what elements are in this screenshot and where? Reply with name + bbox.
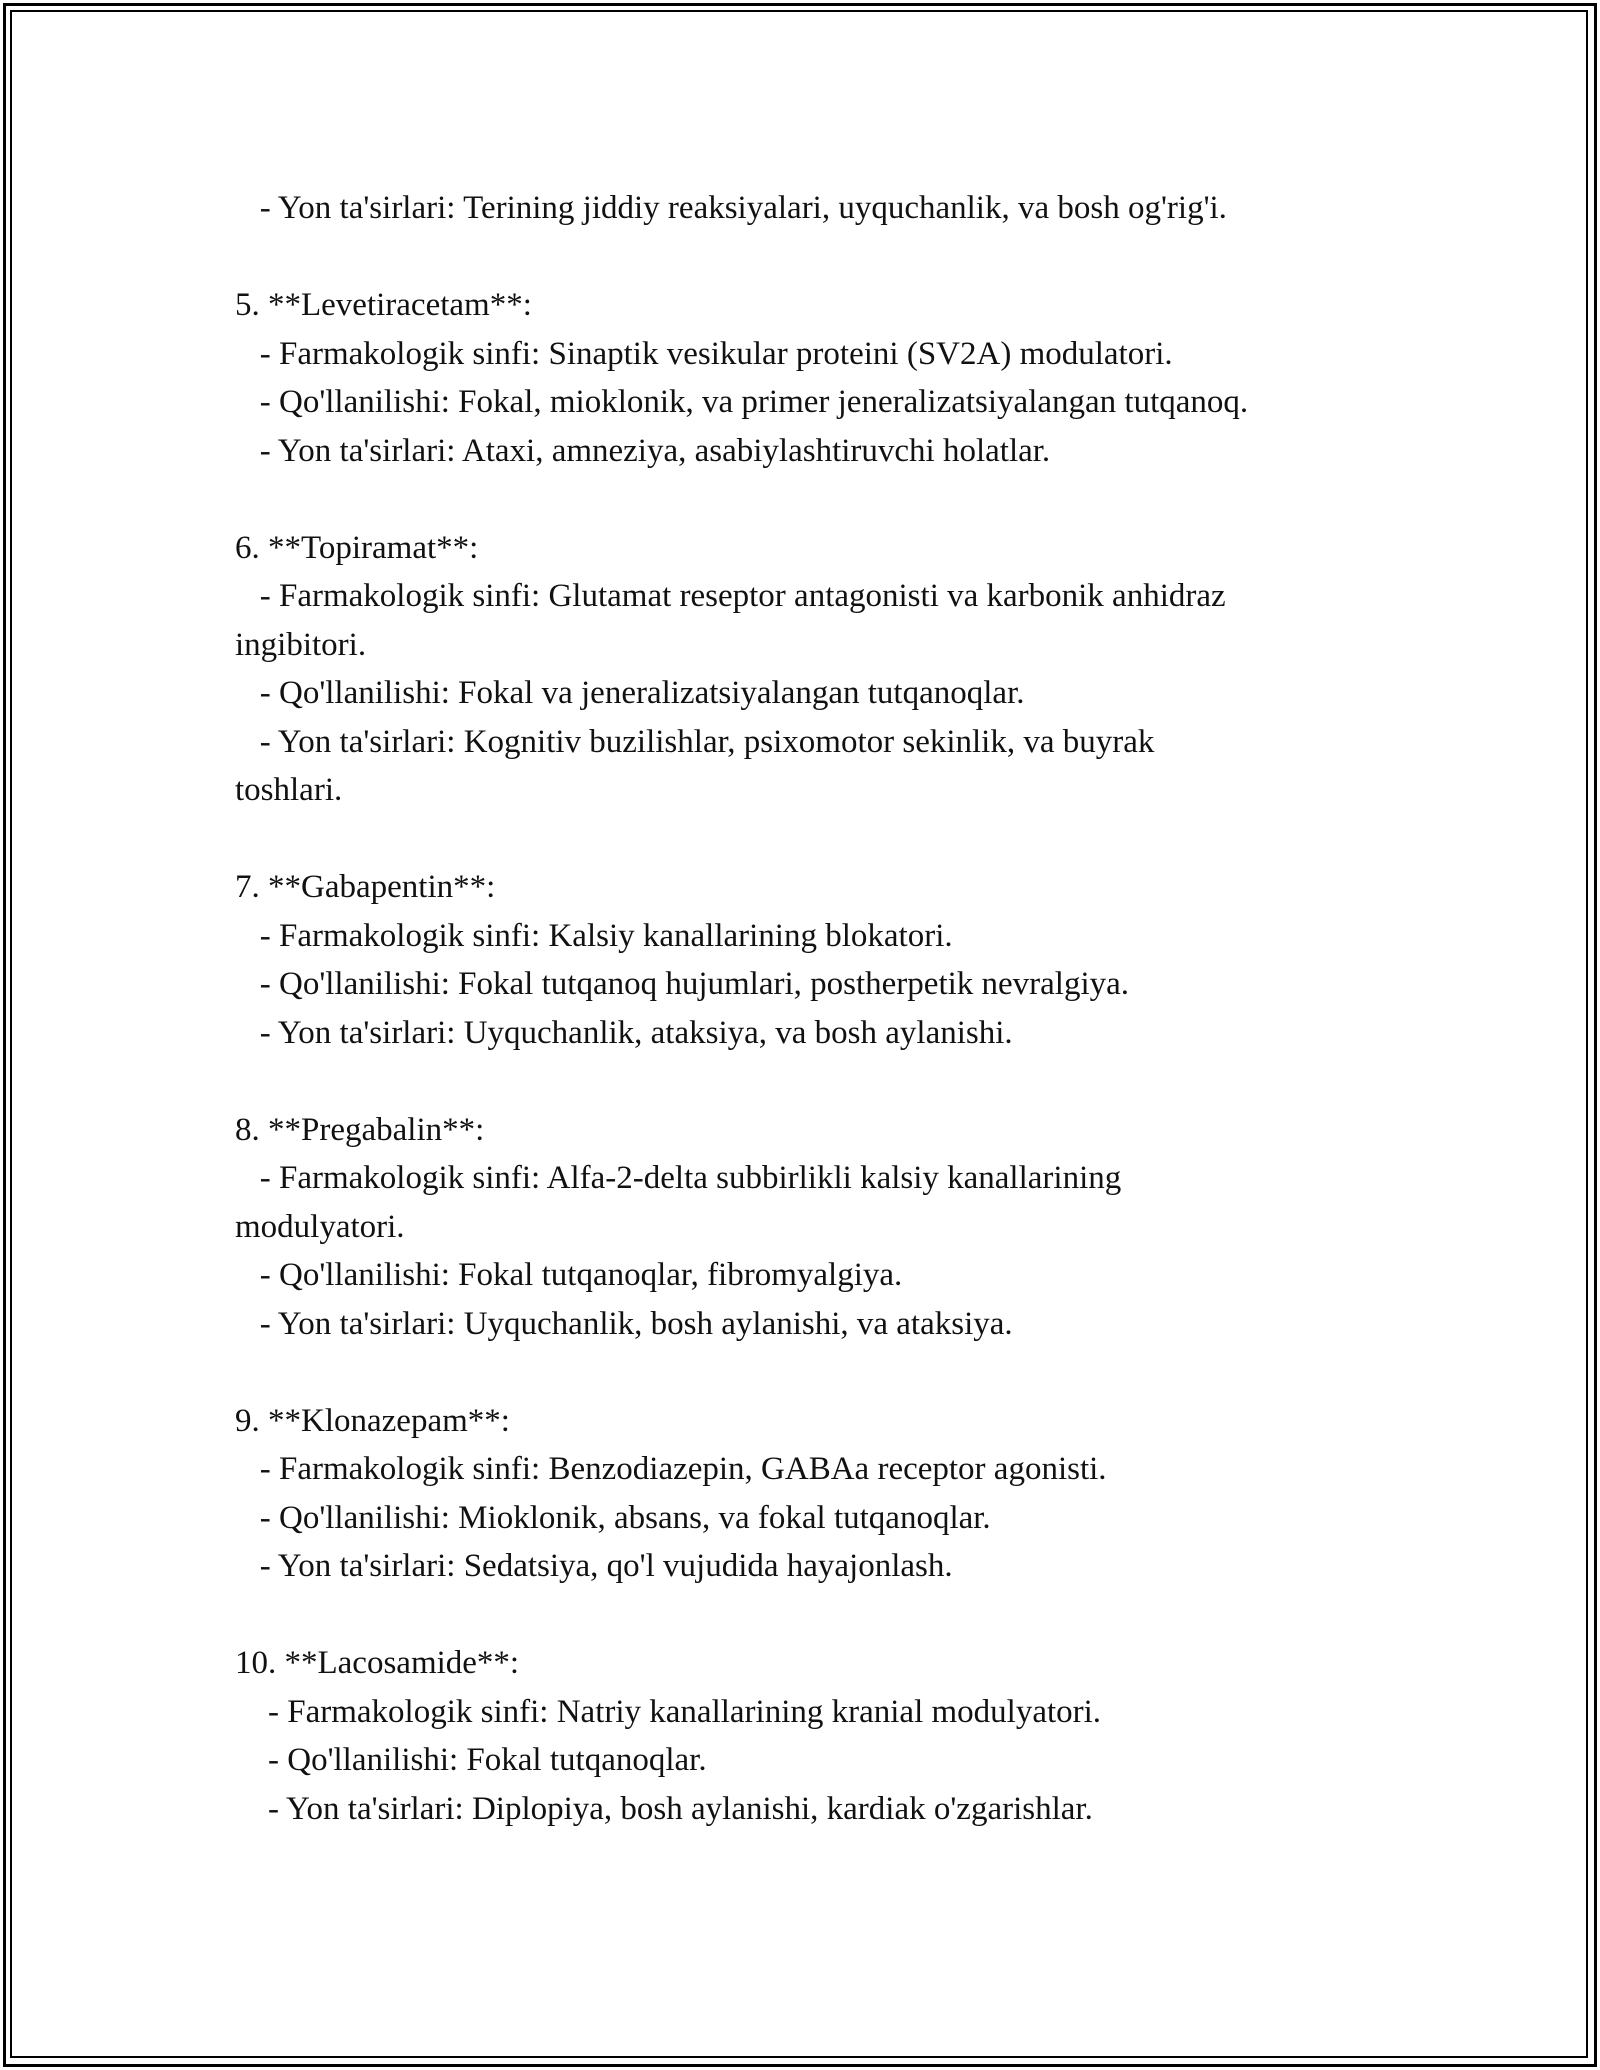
list-item-text: - Farmakologik sinfi: Glutamat reseptor antagonisti va karbonik anhidraz	[235, 578, 1226, 614]
list-item-text: - Yon ta'sirlari: Terining jiddiy reaksiyalari, uyquchanlik, va bosh og'rig'i.	[235, 190, 1227, 226]
list-item-text: - Yon ta'sirlari: Kognitiv buzilishlar, psixomotor sekinlik, va buyrak	[235, 723, 1155, 760]
list-item-text: - Farmakologik sinfi: Kalsiy kanallarining blokatori.	[235, 917, 953, 954]
list-item-heading: 8. **Pregabalin**:	[235, 1111, 485, 1148]
list-item-text: - Qo'llanilishi: Fokal tutqanoqlar.	[235, 1742, 707, 1778]
list-item-heading: 5. **Levetiracetam**:	[235, 287, 532, 323]
list-item-text: - Farmakologik sinfi: Benzodiazepin, GABAa receptor agonisti.	[235, 1451, 1107, 1487]
list-item-text: - Qo'llanilishi: Fokal va jeneralizatsiyalangan tutqanoqlar.	[235, 675, 1025, 711]
blank-line	[235, 1057, 1415, 1106]
list-item-text: modulyatori.	[235, 1208, 405, 1245]
list-item-text: - Yon ta'sirlari: Uyquchanlik, ataksiya, va bosh aylanishi.	[235, 1014, 1013, 1051]
list-item-text: - Yon ta'sirlari: Ataxi, amneziya, asabiylashtiruvchi holatlar.	[235, 432, 1051, 469]
document-body	[235, 184, 1415, 1833]
list-item-heading: 10. **Lacosamide**:	[235, 1645, 520, 1681]
blank-line	[235, 233, 1415, 282]
list-item-heading: 9. **Klonazepam**:	[235, 1402, 510, 1439]
list-item-text: - Farmakologik sinfi: Sinaptik vesikular proteini (SV2A) modulatori.	[235, 335, 1173, 372]
blank-line	[235, 1348, 1415, 1397]
list-item-text: - Qo'llanilishi: Fokal tutqanoq hujumlari, postherpetik nevralgiya.	[235, 966, 1130, 1002]
list-item-text: ingibitori.	[235, 626, 367, 663]
list-item-text: toshlari.	[235, 772, 343, 808]
list-item-text: - Qo'llanilishi: Fokal, mioklonik, va primer jeneralizatsiyalangan tutqanoq.	[235, 384, 1249, 420]
blank-line	[235, 815, 1415, 864]
blank-line	[235, 1591, 1415, 1640]
list-item-text: - Qo'llanilishi: Mioklonik, absans, va fokal tutqanoqlar.	[235, 1499, 991, 1536]
blank-line	[235, 475, 1415, 524]
list-item-text: - Qo'llanilishi: Fokal tutqanoqlar, fibromyalgiya.	[235, 1257, 903, 1293]
list-item-text: - Farmakologik sinfi: Natriy kanallarining kranial modulyatori.	[235, 1693, 1102, 1730]
list-item-heading: 7. **Gabapentin**:	[235, 869, 496, 905]
list-item-text: - Yon ta'sirlari: Diplopiya, bosh aylanishi, kardiak o'zgarishlar.	[235, 1790, 1093, 1827]
list-item-text: - Yon ta'sirlari: Sedatsiya, qo'l vujudida hayajonlash.	[235, 1548, 953, 1584]
list-item-heading: 6. **Topiramat**:	[235, 529, 479, 566]
list-item-text: - Farmakologik sinfi: Alfa-2-delta subbirlikli kalsiy kanallarining	[235, 1160, 1122, 1196]
list-item-text: - Yon ta'sirlari: Uyquchanlik, bosh aylanishi, va ataksiya.	[235, 1305, 1013, 1342]
